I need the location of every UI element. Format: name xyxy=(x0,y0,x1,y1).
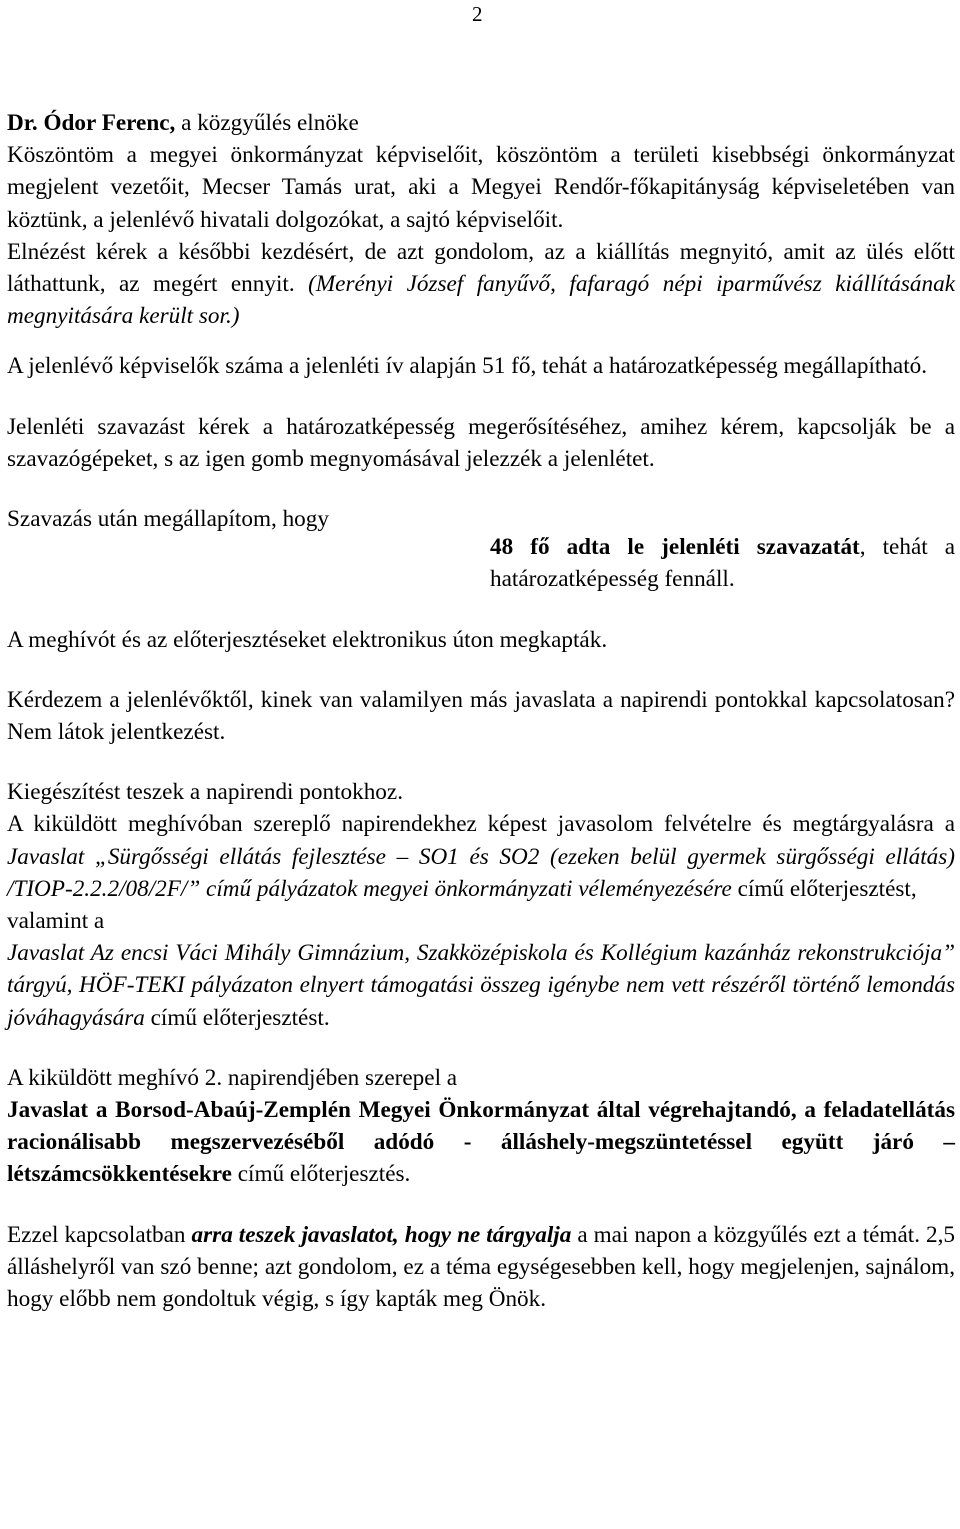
paragraph-invitation: A meghívót és az előterjesztéseket elektronikus úton megkapták. xyxy=(7,626,608,653)
paragraph-vote-request: Jelenléti szavazást kérek a határozatképesség megerősítéséhez, amihez kérem, kapcsolják be a szavazógépeket, s az igen gomb megnyomásával jelezzék a jelenlétet. xyxy=(7,413,955,472)
supplement-proposal-1: Javaslat „Sürgősségi ellátás fejlesztése – SO1 és SO2 (ezeken belül gyermek sürgősségi ellátás) /TIOP-2.2.2/08/2F/” című pályázatok megyei önkormányzati véleményezésére xyxy=(7,843,955,902)
paragraph-agenda-2-intro: A kiküldött meghívó 2. napirendjében szerepel a xyxy=(7,1064,458,1091)
proposal-text-1: Ezzel kapcsolatban xyxy=(7,1221,192,1248)
exhibition-note: (Merényi József fanyűvő, fafaragó népi iparművész kiállításának megnyitására került sor.) xyxy=(7,271,955,330)
supplement-text-3: című előterjesztést. xyxy=(144,1004,330,1031)
page-number: 2 xyxy=(472,2,483,26)
speaker-role: a közgyűlés elnöke xyxy=(175,110,359,136)
apology-text: Elnézést kérek a későbbi kezdésért, de azt gondolom, az a kiállítás megnyitó, amit az ülés előtt láthattunk, az megért ennyit. xyxy=(7,238,955,298)
paragraph-proposal xyxy=(7,1219,955,1316)
paragraph-supplement-heading: Kiegészítést teszek a napirendi pontokhoz. xyxy=(7,779,403,806)
speaker-name: Dr. Ódor Ferenc, xyxy=(7,110,176,136)
paragraph-valamint: valamint a xyxy=(7,908,105,935)
proposal-emphasis: arra teszek javaslatot, hogy ne tárgyalja xyxy=(191,1221,572,1248)
paragraph-greeting: Köszöntöm a megyei önkormányzat képviselőit, köszöntöm a területi kisebbségi önkormányzat megjelent vezetőit, Mecser Tamás urat, aki a Megyei Rendőr-főkapitányság képviseletében van köztünk, a jelenlévő hivatali dolgozókat, a sajtó képviselőit. xyxy=(7,142,955,233)
document-body xyxy=(7,107,955,1315)
supplement-text-1: A kiküldött meghívóban szereplő napirendekhez képest javasolom felvételre és megtárgyalásra a xyxy=(7,811,955,838)
paragraph-supplement-2 xyxy=(7,937,955,1034)
paragraph-question: Kérdezem a jelenlévőktől, kinek van valamilyen más javaslata a napirendi pontokkal kapcsolatosan? Nem látok jelentkezést. xyxy=(7,686,955,746)
supplement-text-2: című előterjesztést, xyxy=(731,875,917,902)
paragraph-agenda-2 xyxy=(7,1094,955,1191)
paragraph-apology xyxy=(7,236,955,333)
paragraph-vote-result-intro: Szavazás után megállapítom, hogy xyxy=(7,506,329,533)
vote-result-rest: , tehát a határozatképesség fennáll. xyxy=(490,534,955,593)
agenda-2-rest: című előterjesztés. xyxy=(231,1161,411,1188)
vote-count: 48 fő adta le jelenléti szavazatát xyxy=(490,534,860,561)
speaker-line xyxy=(7,107,955,139)
supplement-proposal-2: Javaslat Az encsi Váci Mihály Gimnázium, Szakközépiskola és Kollégium kazánház rekonstrukciója” tárgyú, HÖF-TEKI pályázaton elnyert támogatási összeg igénybe nem vett részéről történő lemondás jóváhagyására xyxy=(7,940,955,1031)
proposal-text-2: a mai napon a közgyűlés ezt a témát. 2,5 álláshelyről van szó benne; azt gondolom, ez a téma egységesebben kell, hogy megjelenjen, sajnálom, hogy előbb nem gondoltuk végig, s így kapták meg Önök. xyxy=(7,1221,955,1313)
paragraph-attendance: A jelenlévő képviselők száma a jelenléti ív alapján 51 fő, tehát a határozatképesség megállapítható. xyxy=(7,353,928,380)
paragraph-supplement xyxy=(7,808,955,905)
agenda-2-title: Javaslat a Borsod-Abaúj-Zemplén Megyei Önkormányzat által végrehajtandó, a feladatellátás racionálisabb megszervezéséből adódó - álláshely-megszüntetéssel együtt járó – létszámcsökkentésekre xyxy=(7,1097,955,1188)
vote-result xyxy=(490,531,955,595)
